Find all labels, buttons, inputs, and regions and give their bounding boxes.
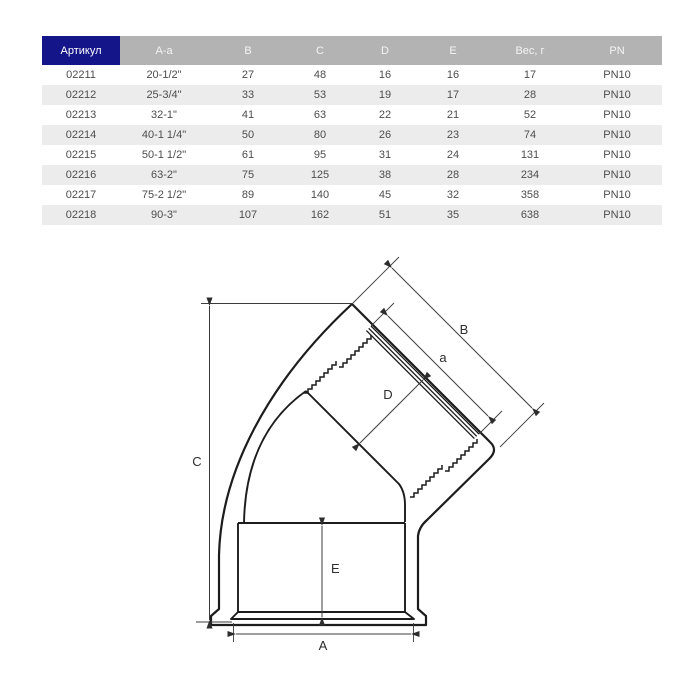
- table-cell: PN10: [572, 205, 662, 225]
- table-cell: 02213: [42, 105, 120, 125]
- table-cell: 41: [208, 105, 288, 125]
- table-cell: 53: [288, 85, 352, 105]
- table-row: [42, 125, 662, 145]
- table-cell: 25-3/4": [120, 85, 208, 105]
- table-cell: 75-2 1/2": [120, 185, 208, 205]
- table-cell: 95: [288, 145, 352, 165]
- table-row: [42, 105, 662, 125]
- table-cell: 21: [418, 105, 488, 125]
- table-cell: PN10: [572, 85, 662, 105]
- table-cell: 89: [208, 185, 288, 205]
- table-cell: 52: [488, 105, 572, 125]
- table-cell: 162: [288, 205, 352, 225]
- table-cell: 35: [418, 205, 488, 225]
- elbow-45-drawing: [180, 250, 560, 660]
- table-row: [42, 185, 662, 205]
- table-cell: 28: [488, 85, 572, 105]
- table-cell: 16: [418, 65, 488, 85]
- table-cell: 33: [208, 85, 288, 105]
- dim-sa-ext-bottom: [479, 411, 502, 434]
- table-row: [42, 205, 662, 225]
- table-cell: 17: [488, 65, 572, 85]
- table-cell: 02216: [42, 165, 120, 185]
- dim-label-d: D: [383, 387, 393, 402]
- table-cell: 02211: [42, 65, 120, 85]
- table-header-row: [42, 36, 662, 65]
- table-cell: PN10: [572, 145, 662, 165]
- table-row: [42, 65, 662, 85]
- table-row: [42, 145, 662, 165]
- table-cell: 23: [418, 125, 488, 145]
- table-cell: 45: [352, 185, 418, 205]
- table-cell: 63: [288, 105, 352, 125]
- table-cell: 26: [352, 125, 418, 145]
- table-cell: 16: [352, 65, 418, 85]
- table-cell: PN10: [572, 105, 662, 125]
- spec-table: [42, 36, 662, 225]
- spec-table-body: [42, 65, 662, 225]
- column-header: PN: [572, 36, 662, 65]
- table-cell: 51: [352, 205, 418, 225]
- table-cell: 20-1/2": [120, 65, 208, 85]
- table-cell: 48: [288, 65, 352, 85]
- table-cell: 63-2": [120, 165, 208, 185]
- dim-b-ext-top: [353, 257, 399, 303]
- column-header: A-a: [120, 36, 208, 65]
- table-cell: PN10: [572, 185, 662, 205]
- dim-label-e: E: [331, 561, 340, 576]
- column-header: Артикул: [42, 36, 120, 65]
- dim-label-a-big: A: [318, 638, 328, 653]
- table-cell: 638: [488, 205, 572, 225]
- column-header: Вес, г: [488, 36, 572, 65]
- column-header: C: [288, 36, 352, 65]
- table-cell: 02214: [42, 125, 120, 145]
- table-row: [42, 165, 662, 185]
- column-header: E: [418, 36, 488, 65]
- table-cell: 31: [352, 145, 418, 165]
- table-cell: 107: [208, 205, 288, 225]
- table-cell: PN10: [572, 65, 662, 85]
- table-cell: PN10: [572, 165, 662, 185]
- table-cell: 32-1": [120, 105, 208, 125]
- table-cell: 131: [488, 145, 572, 165]
- table-cell: 28: [418, 165, 488, 185]
- dim-label-c: C: [192, 454, 202, 469]
- table-cell: 24: [418, 145, 488, 165]
- table-cell: 02218: [42, 205, 120, 225]
- table-cell: 32: [418, 185, 488, 205]
- table-cell: 234: [488, 165, 572, 185]
- dim-label-small-a: a: [439, 350, 447, 365]
- table-row: [42, 85, 662, 105]
- table-cell: PN10: [572, 125, 662, 145]
- table-cell: 02217: [42, 185, 120, 205]
- table-cell: 75: [208, 165, 288, 185]
- table-cell: 50: [208, 125, 288, 145]
- table-cell: 140: [288, 185, 352, 205]
- table-cell: 27: [208, 65, 288, 85]
- column-header: B: [208, 36, 288, 65]
- dim-label-b: B: [459, 322, 469, 337]
- table-cell: 50-1 1/2": [120, 145, 208, 165]
- table-cell: 22: [352, 105, 418, 125]
- fitting-diagram: [180, 250, 560, 660]
- table-cell: 19: [352, 85, 418, 105]
- table-cell: 02215: [42, 145, 120, 165]
- table-cell: 02212: [42, 85, 120, 105]
- dim-b-ext-bottom: [500, 403, 544, 447]
- table-cell: 90-3": [120, 205, 208, 225]
- table-cell: 358: [488, 185, 572, 205]
- table-cell: 61: [208, 145, 288, 165]
- table-cell: 80: [288, 125, 352, 145]
- table-cell: 125: [288, 165, 352, 185]
- dim-sa-ext-top: [371, 303, 394, 326]
- column-header: D: [352, 36, 418, 65]
- table-cell: 40-1 1/4": [120, 125, 208, 145]
- table-cell: 74: [488, 125, 572, 145]
- table-cell: 38: [352, 165, 418, 185]
- table-cell: 17: [418, 85, 488, 105]
